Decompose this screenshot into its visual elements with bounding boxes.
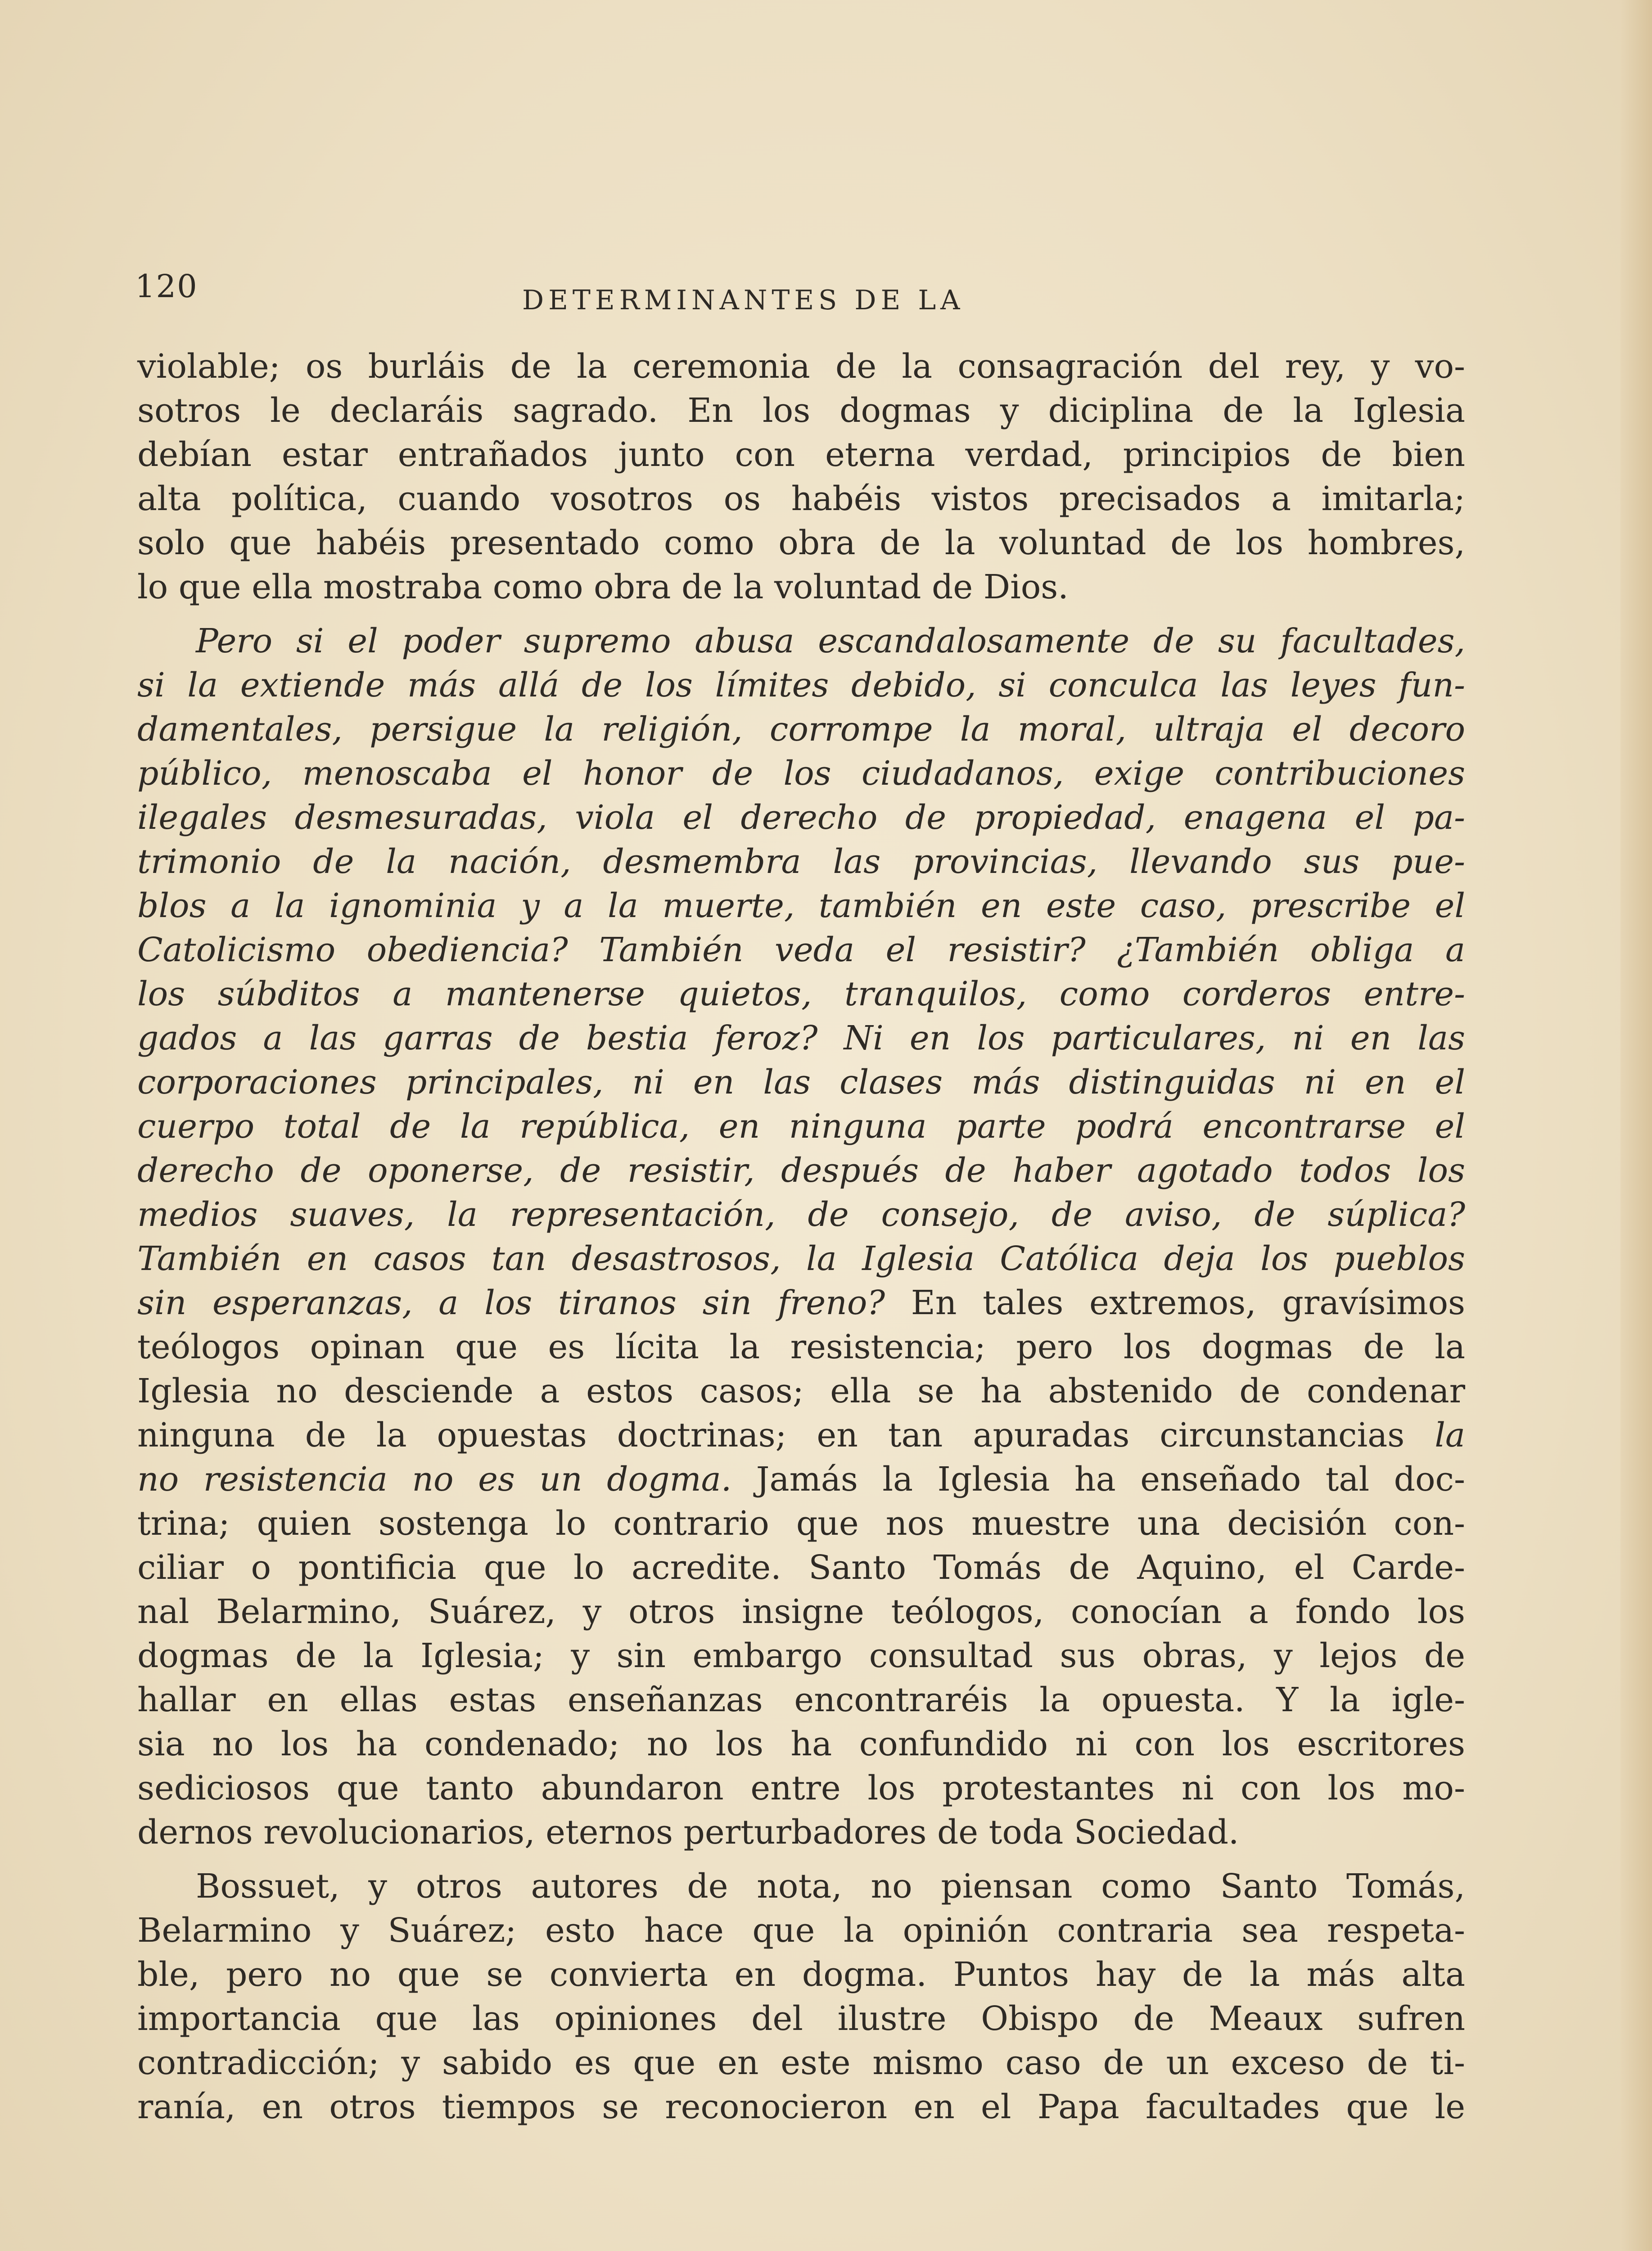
mixed-line [137, 1413, 1465, 1457]
text-line: Iglesia no desciende a estos casos; ella se ha abstenido de condenar [137, 1372, 1465, 1410]
text-line: importancia que las opiniones del ilustre Obispo de Meaux sufren [137, 1999, 1465, 2038]
text-line: ble, pero no que se convierta en dogma. Puntos hay de la más alta [137, 1955, 1465, 1994]
italic-line: blos a la ignominia y a la muerte, también en este caso, prescribe el [137, 886, 1465, 925]
text-line: solo que habéis presentado como obra de la voluntad de los hombres, [137, 524, 1465, 562]
italic-line: Pero si el poder supremo abusa escandalosamente de su facultades, [196, 622, 1465, 660]
text-line: dernos revolucionarios, eternos perturbadores de toda Sociedad. [137, 1813, 1239, 1852]
text-line: violable; os burláis de la ceremonia de la consagración del rey, y vo- [137, 347, 1465, 386]
italic-segment: no resistencia no es un dogma. [137, 1460, 732, 1499]
italic-line: cuerpo total de la república, en ninguna parte podrá encontrarse el [137, 1107, 1465, 1146]
text-line: teólogos opinan que es lícita la resistencia; pero los dogmas de la [137, 1328, 1465, 1366]
text-line: lo que ella mostraba como obra de la voluntad de Dios. [137, 568, 1069, 606]
italic-line: público, menoscaba el honor de los ciudadanos, exige contribuciones [137, 754, 1465, 793]
text-line: alta política, cuando vosotros os habéis vistos precisados a imitarla; [137, 479, 1465, 518]
text-line: nal Belarmino, Suárez, y otros insigne teólogos, conocían a fondo los [137, 1592, 1465, 1631]
roman-segment: ninguna de la opuestas doctrinas; en tan apuradas circunstancias [137, 1416, 1405, 1455]
italic-line: También en casos tan desastrosos, la Iglesia Católica deja los pueblos [137, 1239, 1465, 1278]
italic-segment: sin esperanzas, a los tiranos sin freno? [137, 1284, 885, 1322]
text-line: sotros le declaráis sagrado. En los dogmas y diciplina de la Iglesia [137, 391, 1465, 430]
text-line: hallar en ellas estas enseñanzas encontraréis la opuesta. Y la igle- [137, 1681, 1465, 1719]
text-line: trina; quien sostenga lo contrario que nos muestre una decisión con- [137, 1504, 1465, 1543]
page-edge [1620, 0, 1652, 2251]
text-line: debían estar entrañados junto con eterna verdad, principios de bien [137, 435, 1465, 474]
roman-segment: En tales extremos, gravísimos [885, 1284, 1465, 1322]
italic-line: corporaciones principales, ni en las clases más distinguidas ni en el [137, 1063, 1465, 1102]
page-number: 120 [135, 268, 198, 305]
text-line: sediciosos que tanto abundaron entre los protestantes ni con los mo- [137, 1769, 1465, 1808]
mixed-line [137, 1457, 1465, 1501]
text-line: ranía, en otros tiempos se reconocieron en el Papa facultades que le [137, 2088, 1465, 2126]
italic-line: damentales, persigue la religión, corrompe la moral, ultraja el decoro [137, 710, 1465, 749]
italic-line: trimonio de la nación, desmembra las provincias, llevando sus pue- [137, 842, 1465, 881]
body-text [137, 344, 1465, 2129]
text-line: ciliar o pontificia que lo acredite. Santo Tomás de Aquino, el Carde- [137, 1548, 1465, 1587]
text-line: contradicción; y sabido es que en este mismo caso de un exceso de ti- [137, 2043, 1465, 2082]
running-head: DETERMINANTES DE LA [522, 285, 965, 316]
italic-line: Catolicismo obediencia? También veda el resistir? ¿También obliga a [137, 931, 1465, 969]
text-line: Belarmino y Suárez; esto hace que la opinión contraria sea respeta- [137, 1911, 1465, 1950]
italic-line: medios suaves, la representación, de consejo, de aviso, de súplica? [137, 1195, 1465, 1234]
italic-segment: la [1435, 1416, 1465, 1455]
text-line: dogmas de la Iglesia; y sin embargo consultad sus obras, y lejos de [137, 1636, 1465, 1675]
italic-line: derecho de oponerse, de resistir, después de haber agotado todos los [137, 1151, 1465, 1190]
mixed-line [137, 1281, 1465, 1325]
italic-line: si la extiende más allá de los límites debido, si conculca las leyes fun- [137, 666, 1465, 705]
text-line: sia no los ha condenado; no los ha confundido ni con los escritores [137, 1725, 1465, 1763]
text-line: Bossuet, y otros autores de nota, no piensan como Santo Tomás, [196, 1867, 1465, 1906]
italic-line: ilegales desmesuradas, viola el derecho de propiedad, enagena el pa- [137, 798, 1465, 837]
italic-line: gados a las garras de bestia feroz? Ni en los particulares, ni en las [137, 1019, 1465, 1058]
roman-segment: Jamás la Iglesia ha enseñado tal doc- [731, 1460, 1465, 1499]
italic-line: los súbditos a mantenerse quietos, tranquilos, como corderos entre- [137, 975, 1465, 1013]
